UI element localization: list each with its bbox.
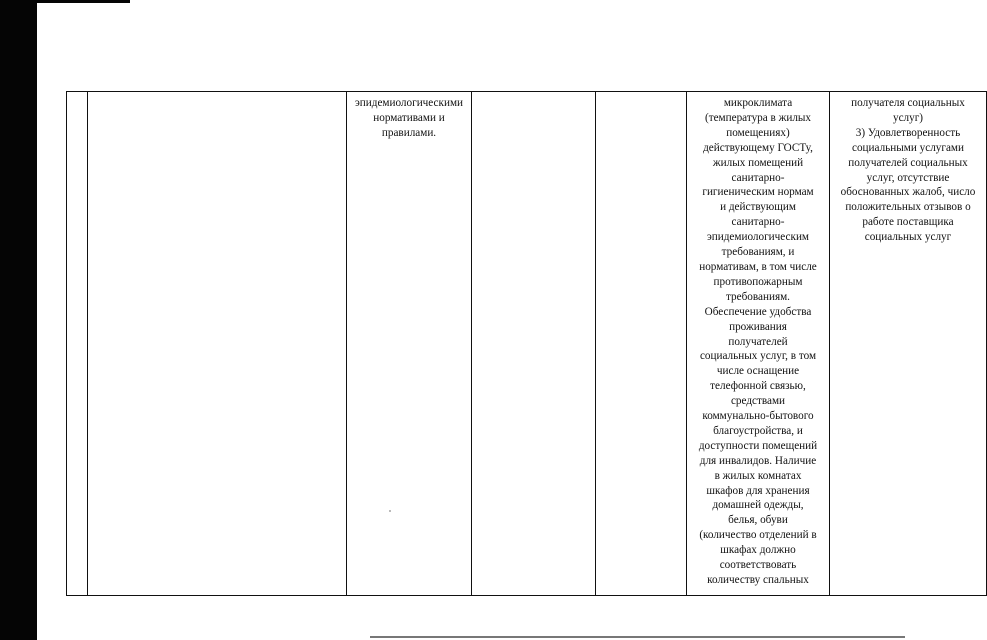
document-table xyxy=(66,91,987,596)
table-cell-evaluation: получателя социальных услуг) 3) Удовлетворенность социальными услугами получателей социальных услуг, отсутствие обоснованных жалоб, число положительных отзывов о работе поставщика социальных услуг xyxy=(830,92,987,596)
table-cell-2 xyxy=(88,92,347,596)
table-cell-1 xyxy=(67,92,88,596)
table-cell-5 xyxy=(596,92,687,596)
scan-bottom-line xyxy=(370,636,905,638)
table-cell-4 xyxy=(472,92,596,596)
table-row xyxy=(67,92,987,596)
table-cell-standards: эпидемиологическими нормативами и правилами. xyxy=(347,92,472,596)
table-cell-conditions: микроклимата (температура в жилых помещениях) действующему ГОСТу, жилых помещений санитарно- гигиеническим нормам и действующим санитарно- эпидемиологическим требованиям, и нормативам, в том числе противопожарным требованиям. Обеспечение удобства проживания получателей социальных услуг, в том числе оснащение телефонной связью, средствами коммунально-бытового благоустройства, и доступности помещений для инвалидов. Наличие в жилых комнатах шкафов для хранения домашней одежды, белья, обуви (количество отделений в шкафах должно соответствовать количеству спальных xyxy=(687,92,830,596)
scan-dark-margin xyxy=(0,0,37,640)
scan-top-shadow xyxy=(0,0,130,3)
